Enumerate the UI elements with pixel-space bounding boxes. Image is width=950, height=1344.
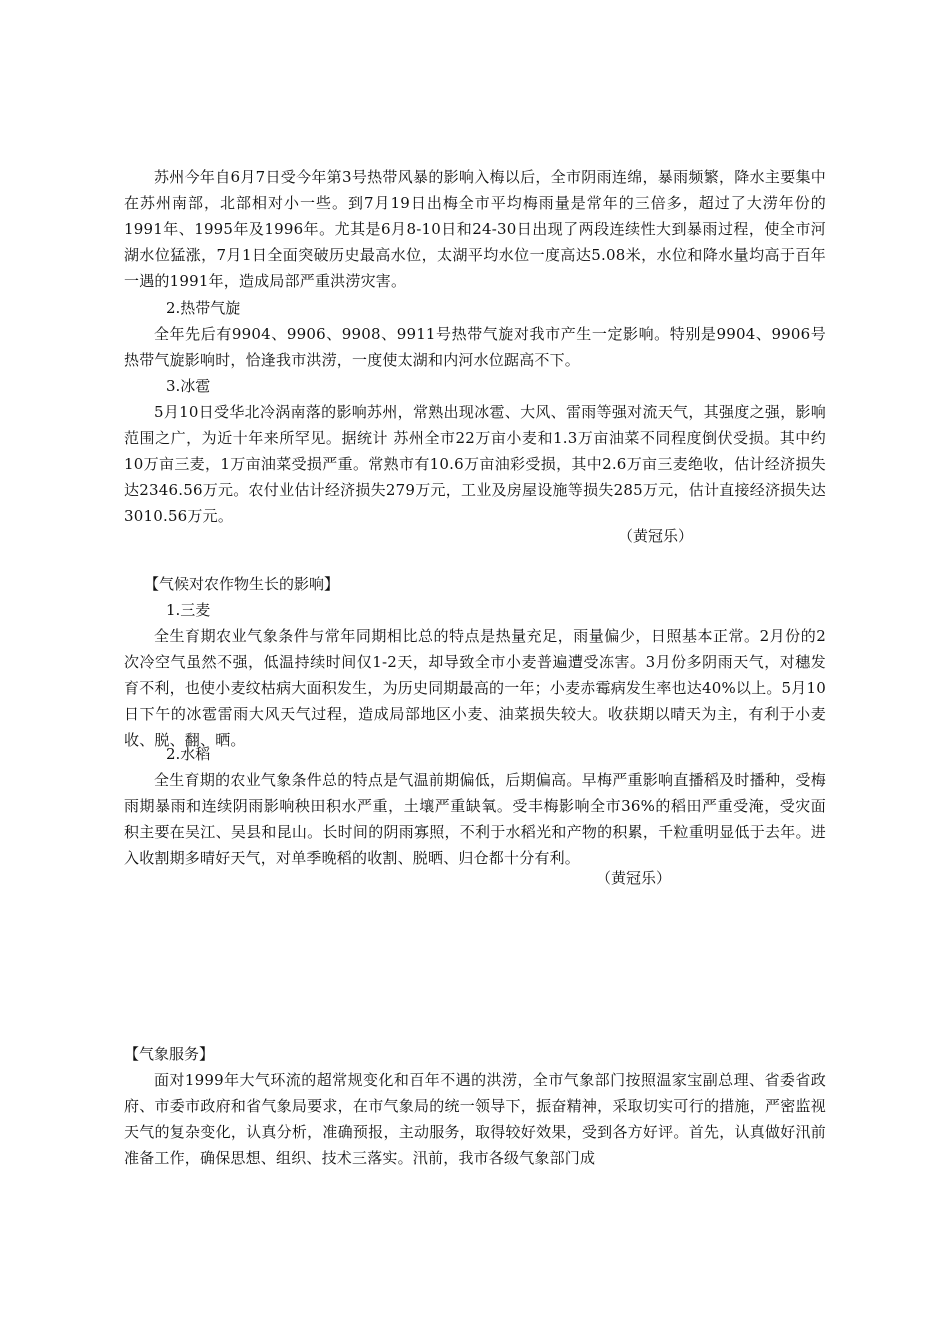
section-heading-weather-service: 【气象服务】: [124, 1045, 215, 1063]
paragraph-weather-service: 面对1999年大气环流的超常规变化和百年不遇的洪涝，全市气象部门按照温家宝副总理、省委省政府、市委市政府和省气象局要求，在市气象局的统一领导下，振奋精神，采取切实可行的措施，严密监视天气的复杂变化，认真分析，准确预报，主动服务，取得较好效果，受到各方好评。首先，认真做好汛前准备工作，确保思想、组织、技术三落实。汛前，我市各级气象部门成: [124, 1071, 826, 1167]
section-heading-crops: 【气候对农作物生长的影响】: [144, 575, 340, 593]
paragraph-hail: 5月10日受华北冷涡南落的影响苏州，常熟出现冰雹、大风、雷雨等强对流天气，其强度之强，影响范围之广，为近十年来所罕见。据统计 苏州全市22万亩小麦和1.3万亩油菜不同程度倒伏受损。其中约10万亩三麦，1万亩油菜受损严重。常熟市有10.6万亩油彩受损，其中2.6万亩三麦绝收，估计经济损失达2346.56万元。农付业估计经济损失279万元，工业及房屋设施等损失285万元，估计直接经济损失达3010.56万元。: [124, 403, 826, 525]
subheading-tropical-cyclone: 2.热带气旋: [166, 299, 241, 317]
subheading-wheat: 1.三麦: [166, 601, 211, 619]
paragraph-wheat: 全生育期农业气象条件与常年同期相比总的特点是热量充足，雨量偏少，日照基本正常。2月份的2次冷空气虽然不强，低温持续时间仅1-2天，却导致全市小麦普遍遭受冻害。3月份多阴雨天气，对穗发育不利，也使小麦纹枯病大面积发生，为历史同期最高的一年；小麦赤霉病发生率也达40%以上。5月10日下午的冰雹雷雨大风天气过程，造成局部地区小麦、油菜损失较大。收获期以晴天为主，有利于小麦收、脱、翻、晒。: [124, 627, 826, 749]
paragraph-plum-rain: 苏州今年自6月7日受今年第3号热带风暴的影响入梅以后，全市阴雨连绵，暴雨频繁，降水主要集中在苏州南部，北部相对小一些。到7月19日出梅全市平均梅雨量是常年的三倍多，超过了大涝年份的1991年、1995年及1996年。尤其是6月8-10日和24-30日出现了两段连续性大到暴雨过程，使全市河湖水位猛涨，7月1日全面突破历史最高水位，太湖平均水位一度高达5.08米，水位和降水量均高于百年一遇的1991年，造成局部严重洪涝灾害。: [124, 168, 826, 290]
subheading-hail: 3.冰雹: [166, 377, 211, 395]
author-signature: （黄冠乐）: [618, 527, 694, 545]
paragraph-rice: 全生育期的农业气象条件总的特点是气温前期偏低，后期偏高。早梅严重影响直播稻及时播种，受梅雨期暴雨和连续阴雨影响秧田积水严重，土壤严重缺氧。受丰梅影响全市36%的稻田严重受淹，受灾面积主要在吴江、吴县和昆山。长时间的阴雨寡照，不利于水稻光和产物的积累，千粒重明显低于去年。进入收割期多晴好天气，对单季晚稻的收割、脱晒、归仓都十分有利。: [124, 771, 826, 867]
paragraph-tropical-cyclone: 全年先后有9904、9906、9908、9911号热带气旋对我市产生一定影响。特别是9904、9906号热带气旋影响时，恰逢我市洪涝，一度使太湖和内河水位踞高不下。: [124, 325, 826, 369]
author-signature: （黄冠乐）: [596, 869, 672, 887]
subheading-rice: 2.水稻: [166, 745, 211, 763]
